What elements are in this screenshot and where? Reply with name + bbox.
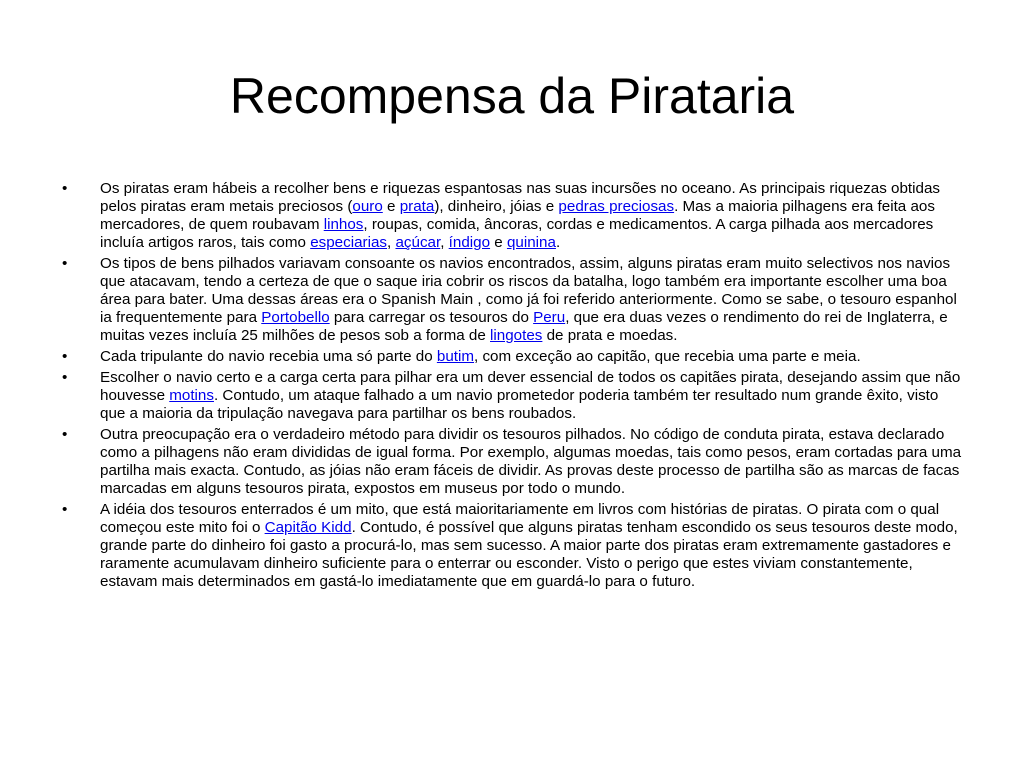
text-segment: e bbox=[382, 198, 400, 215]
link-pedras-preciosas[interactable]: pedras preciosas bbox=[558, 198, 675, 215]
bullet-icon: • bbox=[62, 369, 68, 386]
link-peru[interactable]: Peru bbox=[533, 309, 566, 326]
text-segment: de prata e moedas. bbox=[542, 327, 678, 344]
text-segment: . bbox=[555, 234, 561, 251]
bullet-item bbox=[62, 348, 967, 366]
link-capitão-kidd[interactable]: Capitão Kidd bbox=[264, 519, 352, 536]
link-índigo[interactable]: índigo bbox=[448, 234, 491, 251]
text-segment: , com exceção ao capitão, que recebia uma parte e meia. bbox=[474, 348, 861, 365]
text-segment: e bbox=[490, 234, 507, 251]
bullet-icon: • bbox=[62, 255, 68, 272]
bullet-item bbox=[62, 426, 967, 498]
bullet-list bbox=[62, 180, 967, 594]
text-segment: ), dinheiro, jóias e bbox=[434, 198, 559, 215]
bullet-item bbox=[62, 255, 967, 345]
link-açúcar[interactable]: açúcar bbox=[395, 234, 441, 251]
text-segment: . Contudo, é possível que alguns piratas tenham escondido os seus tesouros deste modo, grande parte do dinheiro foi gasto a procurá-lo, mas sem sucesso. A maior parte dos piratas eram extremamente gastadores e raramente acumulavam dinheiro suficiente para o enterrar ou esconder. Visto o perigo que estes viviam constantemente, estavam mais determinados em gastá-lo imediatamente que em guardá-lo para o futuro. bbox=[100, 519, 958, 590]
text-segment: Os tipos de bens pilhados variavam consoante os navios encontrados, assim, alguns piratas eram muito selectivos nos navios que atacavam, tendo a certeza de que o saque iria cobrir os riscos da batalha, logo também era importante escolher uma boa área para bater. Uma dessas áreas era o Spanish Main , como já foi referido anteriormente. Como se sabe, o tesouro espanhol ia frequentemente para bbox=[100, 255, 957, 326]
bullet-text bbox=[100, 255, 957, 344]
text-segment: Escolher o navio certo e a carga certa para pilhar era um dever essencial de todos os capitães pirata, desejando assim que não houvesse bbox=[100, 369, 961, 404]
text-segment: A idéia dos tesouros enterrados é um mito, que está maioritariamente em livros com histórias de piratas. O pirata com o qual começou este mito foi o bbox=[100, 501, 940, 536]
bullet-text bbox=[100, 180, 940, 251]
text-segment: , roupas, comida, âncoras, cordas e medicamentos. A carga pilhada aos mercadores incluía artigos raros, tais como bbox=[100, 216, 934, 251]
bullet-text bbox=[100, 348, 861, 365]
bullet-icon: • bbox=[62, 180, 68, 197]
link-quinina[interactable]: quinina bbox=[506, 234, 556, 251]
text-segment: , bbox=[387, 234, 396, 251]
link-prata[interactable]: prata bbox=[399, 198, 435, 215]
link-lingotes[interactable]: lingotes bbox=[490, 327, 543, 344]
text-segment: Outra preocupação era o verdadeiro método para dividir os tesouros pilhados. No código de conduta pirata, estava declarado como a pilhagens não eram divididas de igual forma. Por exemplo, algumas moedas, tais como pesos, eram cortadas para uma partilha mais exacta. Contudo, as jóias não eram fáceis de dividir. As provas deste processo de partilha são as marcas de facas marcadas em alguns tesouros pirata, expostos em museus por todo o mundo. bbox=[100, 426, 962, 497]
text-segment: Cada tripulante do navio recebia uma só parte do bbox=[100, 348, 437, 365]
text-segment: Os piratas eram hábeis a recolher bens e riquezas espantosas nas suas incursões no oceano. As principais riquezas obtidas pelos piratas eram metais preciosos ( bbox=[100, 180, 941, 215]
bullet-icon: • bbox=[62, 501, 68, 518]
link-butim[interactable]: butim bbox=[436, 348, 475, 365]
link-motins[interactable]: motins bbox=[169, 387, 214, 404]
text-segment: , que era duas vezes o rendimento do rei de Inglaterra, e muitas vezes incluía 25 milhões de pesos sob a forma de bbox=[100, 309, 948, 344]
link-linhos[interactable]: linhos bbox=[323, 216, 364, 233]
link-portobello[interactable]: Portobello bbox=[261, 309, 330, 326]
text-segment: . Contudo, um ataque falhado a um navio prometedor poderia também ter resultado num grande êxito, visto que a maioria da tripulação navegava para partilhar os bens roubados. bbox=[100, 387, 939, 422]
bullet-text bbox=[100, 501, 958, 590]
slide-title: Recompensa da Pirataria bbox=[229, 68, 795, 124]
bullet-text bbox=[100, 369, 960, 422]
bullet-item bbox=[62, 501, 967, 591]
text-segment: para carregar os tesouros do bbox=[329, 309, 534, 326]
bullet-text bbox=[100, 426, 961, 497]
bullet-icon: • bbox=[62, 426, 68, 443]
bullet-icon: • bbox=[62, 348, 68, 365]
bullet-item bbox=[62, 369, 967, 423]
text-segment: . Mas a maioria pilhagens era feita aos mercadores, de quem roubavam bbox=[100, 198, 935, 233]
text-segment: , bbox=[440, 234, 449, 251]
bullet-item bbox=[62, 180, 967, 252]
link-especiarias[interactable]: especiarias bbox=[310, 234, 388, 251]
link-ouro[interactable]: ouro bbox=[352, 198, 383, 215]
